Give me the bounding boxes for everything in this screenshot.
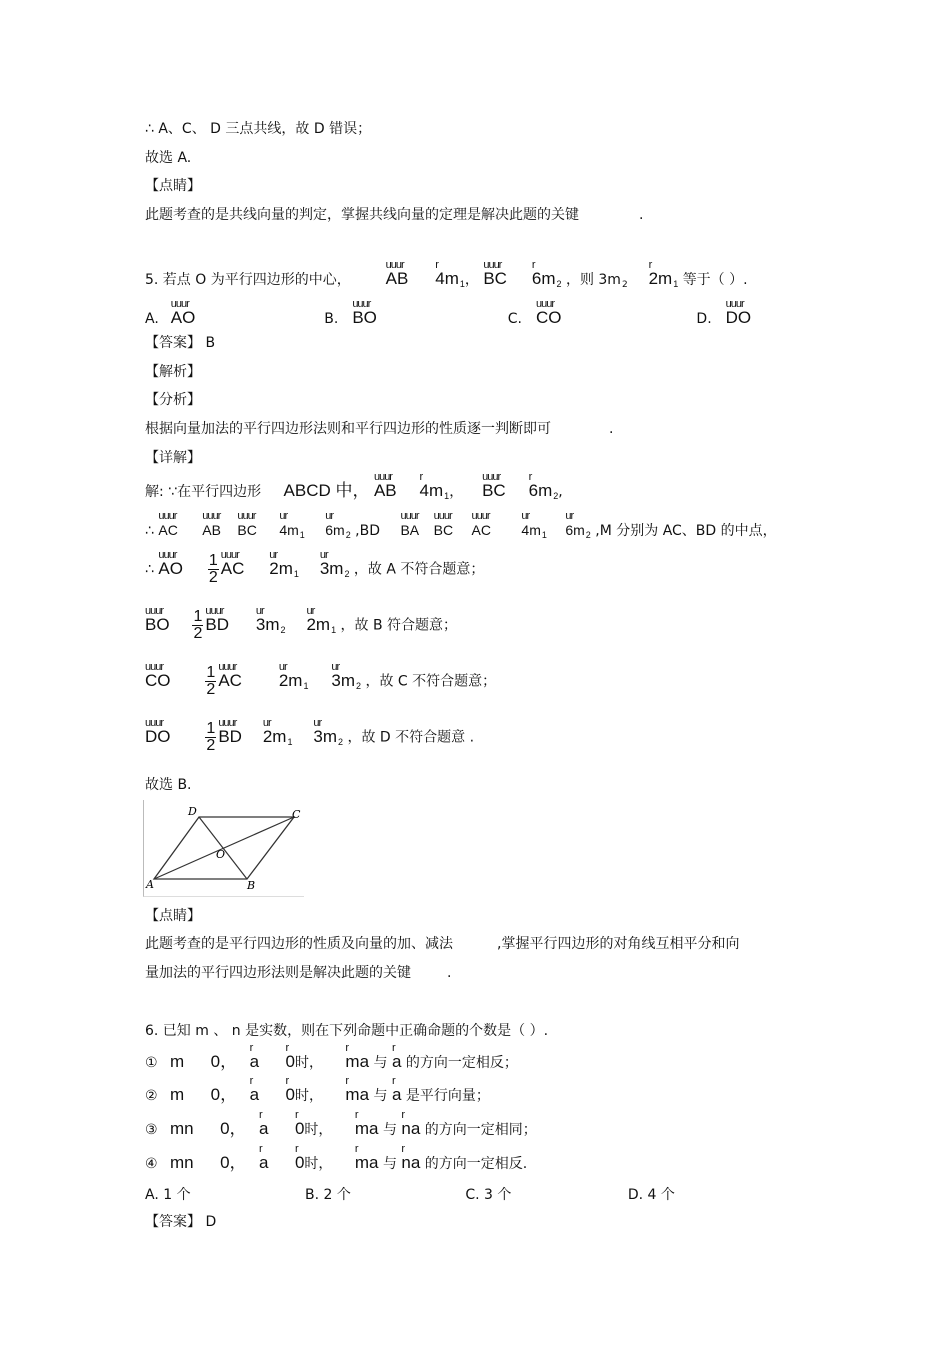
comment-text: 此题考查的是共线向量的判定，掌握共线向量的定理是解决此题的关键 . [145, 207, 644, 223]
vector-ab: uuur AB [386, 270, 409, 288]
answer-6: 【答案】 D [145, 1214, 217, 1230]
proposition-4: ④ mn 0， r a r 0时， r ma 与 r na 的方向一定相反. [145, 1154, 527, 1173]
comment-text-2a: 此题考查的是平行四边形的性质及向量的加、减法 ,掌握平行四边形的对角线互相平分和向 [145, 936, 740, 952]
option-a-ao: uuur AO [171, 309, 196, 327]
comment-heading: 【点睛】 [145, 178, 201, 194]
label-a: A [146, 878, 154, 891]
vector-6m2: r $6m_2$ [532, 270, 562, 293]
question-6-options: A. 1 个 B. 2 个 C. 3 个 D. 4 个 [145, 1187, 675, 1203]
detail-line-2: ∴ uuur AC uuur AB uuur BC ur $4m_1$ ur $6m_2$ ,BD uuur BA uuur BC uuur AC ur $4m_1$ ur $6m_2$ ,M 分别为 AC、BD 的中点， [145, 521, 777, 544]
fenxi-heading: 【分析】 [145, 392, 201, 408]
question-5-options: A.uuur AO B.uuur BO C.uuur CO D.uuur DO [145, 309, 751, 328]
label-d: D [188, 805, 197, 818]
comment-text-2b: 量加法的平行四边形法则是解决此题的关键 . [145, 965, 452, 981]
collinear-conclusion: ∴ A、C、 D 三点共线，故 D 错误； [145, 121, 372, 137]
label-c: C [292, 808, 301, 821]
vector-4m1: r $4m_1$ [435, 270, 465, 293]
detail-line-co: uuur CO $\frac{1}{2}$ uuur AC ur $2m_1$ ur $3m_2$ ，故 C 不符合题意； [145, 665, 496, 698]
label-b: B [247, 879, 256, 892]
answer-select-a: 故选 A. [145, 150, 192, 166]
fenxi-text: 根据向量加法的平行四边形法则和平行四边形的性质逐一判断即可 . [145, 421, 614, 437]
parallelogram-svg [144, 800, 304, 896]
detail-line-do: uuur DO $\frac{1}{2}$ uuur BD ur $2m_1$ ur $3m_2$ ，故 D 不符合题意 . [145, 721, 474, 754]
option-c-co: uuur CO [536, 309, 562, 327]
detail-line-1: 解: ∵在平行四边形 ABCD 中， uuur AB r $4m_1$， uuur BC r $6m_2$, [145, 482, 563, 505]
question-6: 6. 已知 m 、 n 是实数，则在下列命题中正确命题的个数是（ ）. [145, 1023, 549, 1039]
proposition-3: ③ mn 0， r a r 0时， r ma 与 r na 的方向一定相同； [145, 1120, 537, 1139]
detail-heading: 【详解】 [145, 450, 201, 466]
answer-select-b: 故选 B. [145, 777, 192, 793]
proposition-2: ② m 0， r a r 0时， r ma 与 r a 是平行向量； [145, 1086, 490, 1105]
vector-bc: uuur BC [483, 270, 507, 288]
comment-heading-2: 【点睛】 [145, 908, 201, 924]
detail-line-ao: ∴ uuur AO $\frac{1}{2}$ uuur AC ur $2m_1$ ur $3m_2$ ，故 A 不符合题意； [145, 553, 484, 586]
proposition-1: ① m 0， r a r 0时， r ma 与 r a 的方向一定相反； [145, 1053, 518, 1072]
vector-2m1: r $2m_1$ [649, 270, 679, 293]
option-b-bo: uuur BO [352, 309, 377, 327]
parallelogram-figure [143, 800, 304, 897]
question-5: 5. 若点 O 为平行四边形的中心， uuur AB r $4m_1$， uuur BC r $6m_2$ ，则 $3m_2$ r $2m_1$ 等于（ ）. [145, 270, 748, 294]
detail-line-bo: uuur BO $\frac{1}{2}$ uuur BD ur $3m_2$ ur $2m_1$ ，故 B 符合题意； [145, 609, 457, 642]
analysis-heading: 【解析】 [145, 364, 201, 380]
option-d-do: uuur DO [726, 309, 752, 327]
label-o: O [216, 848, 226, 861]
answer-5: 【答案】 B [145, 335, 216, 351]
